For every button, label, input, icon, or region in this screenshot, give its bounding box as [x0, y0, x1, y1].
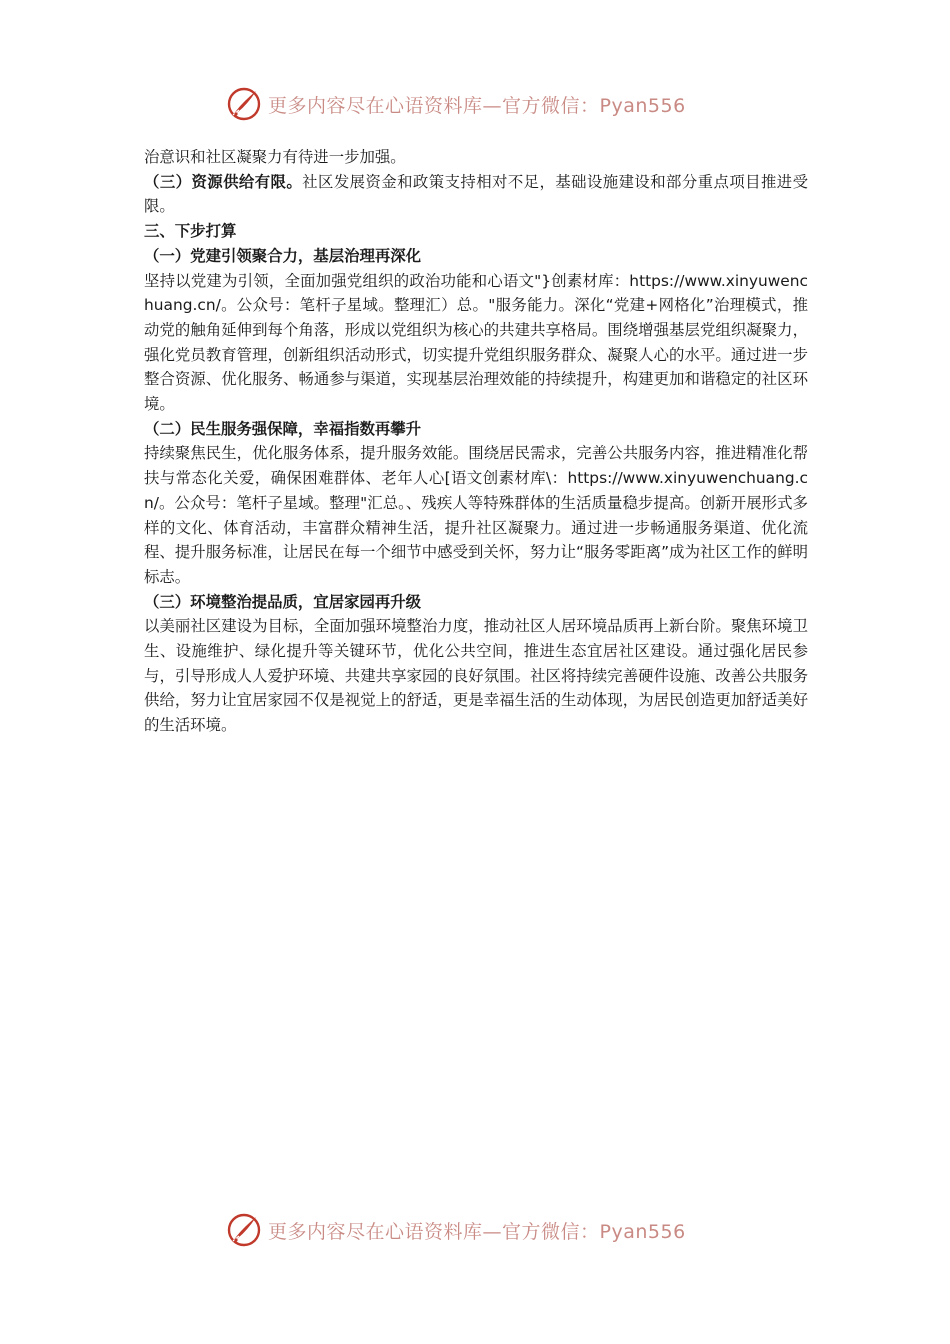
paragraph-continued: 治意识和社区凝聚力有待进一步加强。: [144, 148, 406, 166]
paragraph-resource-supply-text: 社区发展资金和政策支持相对不足，基础设施建设和部分重点项目推进受限。: [144, 172, 808, 216]
header-banner: [226, 84, 686, 124]
document-body: [144, 145, 808, 738]
quill-pen-logo-icon: [226, 86, 262, 122]
subheading-livelihood: （二）民生服务强保障，幸福指数再攀升: [144, 419, 422, 438]
header-wechat-id: Pyan556: [599, 94, 686, 117]
section-heading-next-steps: 三、下步打算: [144, 222, 237, 241]
footer-wechat-id: Pyan556: [599, 1220, 686, 1243]
paragraph-resource-supply: [144, 170, 808, 219]
paragraph-party-building: 坚持以党建为引领，全面加强党组织的政治功能和心语文"}创素材库：https://www.xinyuwenchuang.cn/。公众号：笔杆子星域。整理汇）总。"服务能力。深化“党建+网格化”治理模式，推动党的触角延伸到每个角落，形成以党组织为核心的共建共享格局。围绕增强基层党组织凝聚力，强化党员教育管理，创新组织活动形式，切实提升党组织服务群众、凝聚人心的水平。通过进一步整合资源、优化服务、畅通参与渠道，实现基层治理效能的持续提升，构建更加和谐稳定的社区环境。: [144, 271, 808, 414]
footer-banner-text: 更多内容尽在心语资料库—官方微信：Pyan556: [268, 1220, 686, 1243]
subheading-resource-supply: （三）资源供给有限。: [144, 172, 303, 191]
quill-pen-logo-icon: [226, 1212, 262, 1248]
footer-banner: [226, 1210, 686, 1250]
header-banner-text: 更多内容尽在心语资料库—官方微信：Pyan556: [268, 94, 686, 117]
paragraph-environment: 以美丽社区建设为目标，全面加强环境整治力度，推动社区人居环境品质再上新台阶。聚焦环境卫生、设施维护、绿化提升等关键环节，优化公共空间，推进生态宜居社区建设。通过强化居民参与，引导形成人人爱护环境、共建共享家园的良好氛围。社区将持续完善硬件设施、改善公共服务供给，努力让宜居家园不仅是视觉上的舒适，更是幸福生活的生动体现，为居民创造更加舒适美好的生活环境。: [144, 617, 808, 735]
subheading-environment: （三）环境整治提品质，宜居家园再升级: [144, 592, 422, 611]
subheading-party-building: （一）党建引领聚合力，基层治理再深化: [144, 246, 422, 265]
paragraph-livelihood: 持续聚焦民生，优化服务体系，提升服务效能。围绕居民需求，完善公共服务内容，推进精准化帮扶与常态化关爱，确保困难群体、老年人心[语文创素材库\：https://www.xinyuwenchuang.cn/。公众号：笔杆子星域。整理"汇总。、残疾人等特殊群体的生活质量稳步提高。创新开展形式多样的文化、体育活动，丰富群众精神生活，提升社区凝聚力。通过进一步畅通服务渠道、优化流程、提升服务标准，让居民在每一个细节中感受到关怀，努力让“服务零距离”成为社区工作的鲜明标志。: [144, 444, 808, 586]
